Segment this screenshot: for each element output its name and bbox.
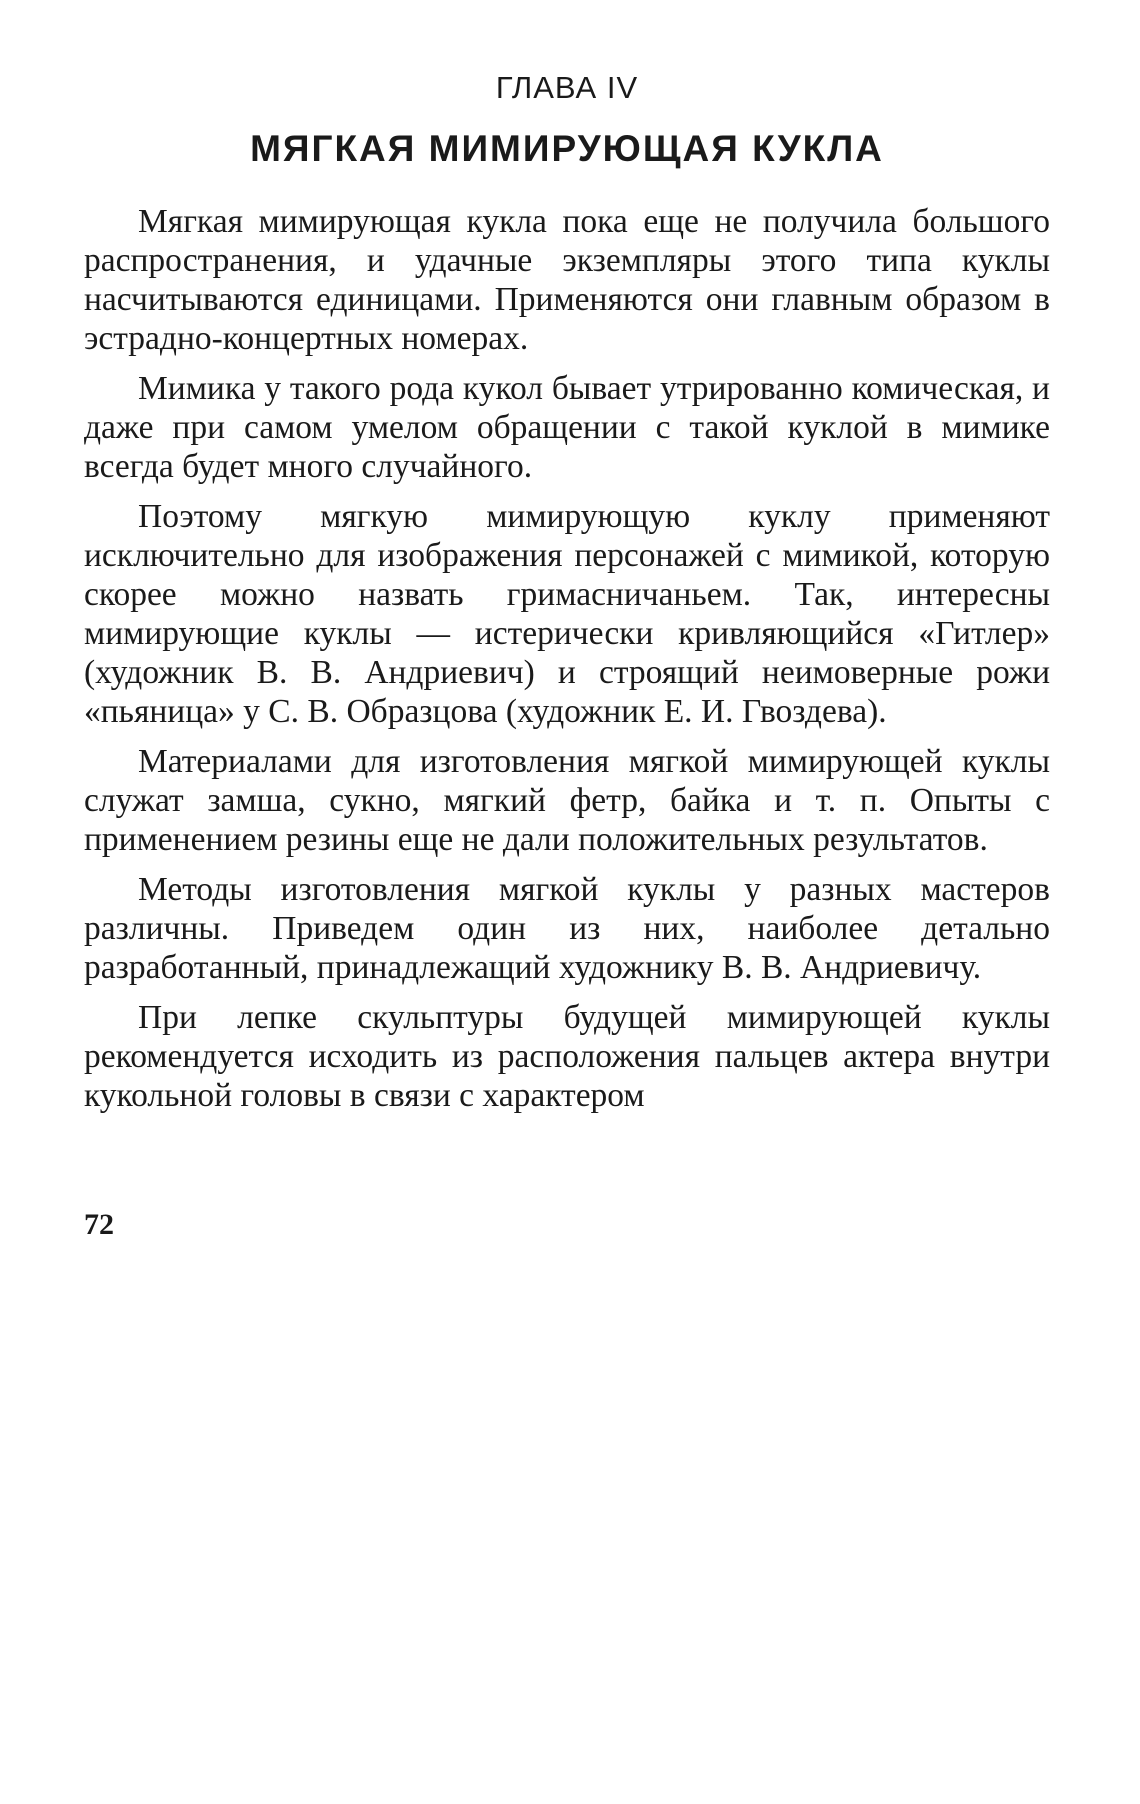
chapter-label: ГЛАВА IV: [495, 70, 639, 105]
page-number: 72: [84, 1208, 114, 1241]
paragraph: Материалами для изготовления мягкой мимирующей куклы служат замша, сукно, мягкий фетр, байка и т. п. Опыты с применением резины еще не дали положительных результатов.: [84, 743, 1050, 858]
paragraph: Мягкая мимирующая кукла пока еще не получила большого распространения, и удачные экземпляры этого типа куклы насчитываются единицами. Применяются они главным образом в эстрадно-концертных номерах.: [84, 203, 1050, 357]
paragraph: При лепке скульптуры будущей мимирующей куклы рекомендуется исходить из расположения пальцев актера внутри кукольной головы в связи с характером: [84, 999, 1050, 1114]
paragraph: Поэтому мягкую мимирующую куклу применяют исключительно для изображения персонажей с мимикой, которую скорее можно назвать гримасничаньем. Так, интересны мимирующие куклы — истерически кривляющийся «Гитлер» (художник В. В. Андриевич) и строящий неимоверные рожи «пьяница» у С. В. Образцова (художник Е. И. Гвоздева).: [84, 498, 1050, 730]
book-page: [84, 68, 1050, 1126]
chapter-title: МЯГКАЯ МИМИРУЮЩАЯ КУКЛА: [250, 128, 884, 169]
paragraph: Методы изготовления мягкой куклы у разных мастеров различны. Приведем один из них, наиболее детально разработанный, принадлежащий художнику В. В. Андриевичу.: [84, 871, 1050, 986]
paragraph: Мимика у такого рода кукол бывает утрированно комическая, и даже при самом умелом обращении с такой куклой в мимике всегда будет много случайного.: [84, 370, 1050, 485]
